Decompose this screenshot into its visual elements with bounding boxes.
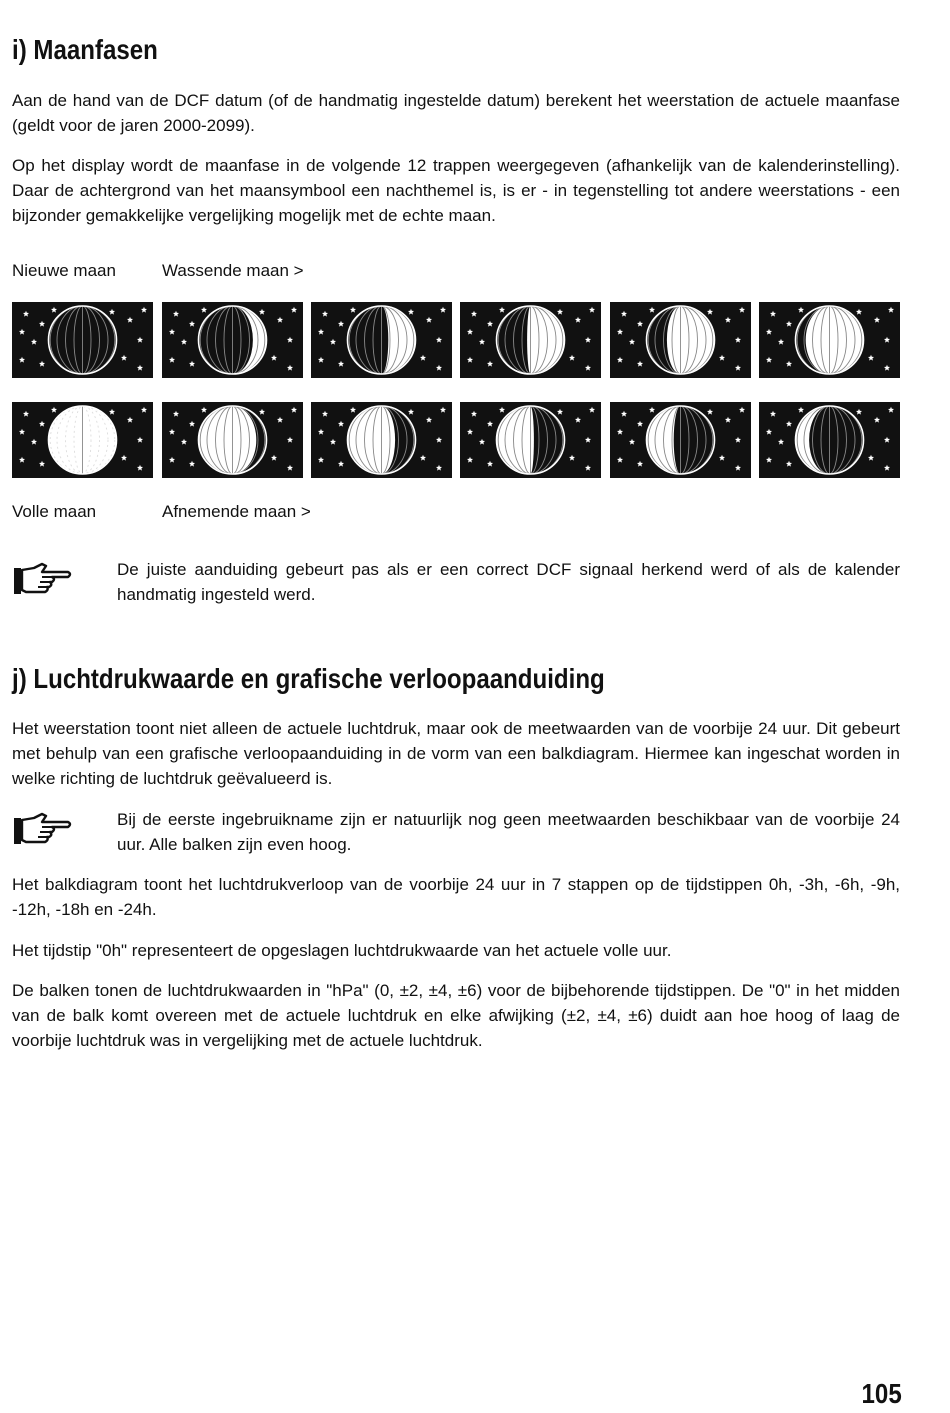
star-icon [318,329,324,335]
star-icon [471,411,477,417]
star-icon [479,339,485,345]
star-icon [291,407,297,413]
star-icon [487,421,493,427]
star-icon [420,355,426,361]
moon-phase-tile [460,302,601,378]
star-icon [589,307,595,313]
star-icon [121,455,127,461]
moon-phase-tile [311,402,452,478]
moon-phase-icon [460,302,601,378]
star-icon [884,465,890,471]
star-icon [888,307,894,313]
star-icon [649,307,655,313]
moon-phase-row-waning [12,402,900,478]
section-heading-maanfasen: i) Maanfasen [12,34,158,65]
star-icon [201,407,207,413]
star-icon [868,355,874,361]
star-icon [585,365,591,371]
star-icon [589,407,595,413]
star-icon [109,409,115,415]
star-icon [318,429,324,435]
star-icon [271,455,277,461]
star-icon [766,457,772,463]
star-icon [169,457,175,463]
star-icon [141,307,147,313]
star-icon [137,337,143,343]
star-icon [637,421,643,427]
star-icon [350,407,356,413]
star-icon [19,357,25,363]
star-icon [884,337,890,343]
star-icon [786,461,792,467]
star-icon [467,329,473,335]
star-icon [19,457,25,463]
moon-phase-icon [12,402,153,478]
star-icon [467,357,473,363]
star-icon [338,321,344,327]
star-icon [557,309,563,315]
moon-phase-tile [162,402,303,478]
pointing-hand-icon [12,560,74,600]
star-icon [629,439,635,445]
star-icon [169,329,175,335]
star-icon [189,361,195,367]
star-icon [287,465,293,471]
star-icon [874,317,880,323]
star-icon [856,409,862,415]
star-icon [888,407,894,413]
star-icon [617,457,623,463]
star-icon [181,439,187,445]
moon-phase-icon [311,302,452,378]
star-icon [575,317,581,323]
moon-phase-icon [610,402,751,478]
star-icon [277,317,283,323]
star-icon [291,307,297,313]
star-icon [735,465,741,471]
star-icon [569,455,575,461]
star-icon [874,417,880,423]
star-icon [121,355,127,361]
star-icon [39,321,45,327]
moon-phase-icon [610,302,751,378]
star-icon [109,309,115,315]
star-icon [499,307,505,313]
star-icon [318,457,324,463]
star-icon [330,339,336,345]
star-icon [557,409,563,415]
star-icon [189,421,195,427]
star-icon [189,461,195,467]
star-icon [39,361,45,367]
star-icon [322,311,328,317]
star-icon [637,461,643,467]
star-icon [617,357,623,363]
star-icon [19,429,25,435]
star-icon [621,411,627,417]
star-icon [770,411,776,417]
moon-phase-icon [162,402,303,478]
star-icon [141,407,147,413]
star-icon [778,339,784,345]
star-icon [436,437,442,443]
star-icon [318,357,324,363]
star-icon [856,309,862,315]
star-icon [137,465,143,471]
star-icon [884,437,890,443]
moon-phase-tile [460,402,601,478]
moon-phase-icon [460,402,601,478]
star-icon [137,365,143,371]
star-icon [436,337,442,343]
paragraph-balken-hpa: De balken tonen de luchtdrukwaarden in "hPa" (0, ±2, ±4, ±6) voor de bijbehorende tijdstippen. De "0" in het midden van de balk komt overeen met de actuele luchtdruk en elke afwijking (±2, ±4, ±6) duidt aan hoe hoog of laag de voorbije luchtdruk was in vergelijking met de actuele luchtdruk. [12,981,900,1050]
star-icon [766,357,772,363]
star-icon [725,417,731,423]
moon-phase-icon [12,302,153,378]
star-icon [707,409,713,415]
note-dcf-signaal: De juiste aanduiding gebeurt pas als er een correct DCF signaal herkend werd of als de kalender handmatig ingesteld werd. [117,560,900,604]
star-icon [440,407,446,413]
star-icon [31,439,37,445]
star-icon [51,307,57,313]
star-icon [201,307,207,313]
moon-phase-icon [311,402,452,478]
star-icon [637,361,643,367]
moon-phase-tile [12,402,153,478]
star-icon [479,439,485,445]
star-icon [884,365,890,371]
star-icon [467,429,473,435]
star-icon [585,337,591,343]
star-icon [277,417,283,423]
star-icon [189,321,195,327]
star-icon [585,465,591,471]
star-icon [426,417,432,423]
section-heading-luchtdruk: j) Luchtdrukwaarde en grafische verloopaanduiding [12,663,605,694]
star-icon [739,407,745,413]
star-icon [287,365,293,371]
star-icon [181,339,187,345]
moon-phase-tile [759,402,900,478]
moon-phase-icon [162,302,303,378]
label-afnemende-maan: Afnemende maan > [162,502,311,521]
moon-phase-tile [610,402,751,478]
star-icon [617,429,623,435]
star-icon [137,437,143,443]
star-icon [39,421,45,427]
star-icon [621,311,627,317]
star-icon [649,407,655,413]
star-icon [420,455,426,461]
moon-phase-row-waxing [12,302,900,378]
star-icon [471,311,477,317]
label-wassende-maan: Wassende maan > [162,261,304,280]
star-icon [487,461,493,467]
star-icon [786,321,792,327]
star-icon [23,311,29,317]
paragraph-display-maanfase: Op het display wordt de maanfase in de volgende 12 trappen weergegeven (afhankelijk van de kalenderinstelling). Daar de achtergrond van het maansymbool een nachthemel is, is er - in tegenstelling tot andere weerstations - een bijzonder gemakkelijke vergelijking mogelijk met de echte maan. [12,156,900,225]
moon-phase-tile [12,302,153,378]
star-icon [778,439,784,445]
star-icon [487,361,493,367]
star-icon [408,309,414,315]
paragraph-balkdiagram: Het balkdiagram toont het luchtdrukverloop van de voorbije 24 uur in 7 stappen op de tijdstippen 0h, -3h, -6h, -9h, -12h, -18h en -24h. [12,875,900,919]
star-icon [322,411,328,417]
star-icon [19,329,25,335]
star-icon [338,461,344,467]
star-icon [338,421,344,427]
star-icon [786,421,792,427]
star-icon [436,365,442,371]
moon-phase-tile [162,302,303,378]
star-icon [350,307,356,313]
star-icon [338,361,344,367]
star-icon [798,407,804,413]
star-icon [173,311,179,317]
star-icon [766,329,772,335]
paragraph-tijdstip-0h: Het tijdstip "0h" representeert de opgeslagen luchtdrukwaarde van het actuele volle uur. [12,941,672,960]
star-icon [23,411,29,417]
star-icon [169,429,175,435]
moon-phase-icon [759,302,900,378]
star-icon [719,355,725,361]
moon-phase-icon [759,402,900,478]
star-icon [259,409,265,415]
star-icon [436,465,442,471]
star-icon [169,357,175,363]
star-icon [725,317,731,323]
star-icon [487,321,493,327]
star-icon [735,365,741,371]
star-icon [426,317,432,323]
paragraph-dcf-datum: Aan de hand van de DCF datum (of de handmatig ingestelde datum) berekent het weerstation de actuele maanfase (geldt voor de jaren 2000-2099). [12,91,900,135]
star-icon [766,429,772,435]
star-icon [31,339,37,345]
label-nieuwe-maan: Nieuwe maan [12,261,116,280]
label-volle-maan: Volle maan [12,502,97,521]
moon-phase-tile [759,302,900,378]
star-icon [575,417,581,423]
star-icon [287,337,293,343]
star-icon [287,437,293,443]
star-icon [585,437,591,443]
star-icon [271,355,277,361]
star-icon [786,361,792,367]
star-icon [440,307,446,313]
moon-phase-tile [311,302,452,378]
star-icon [499,407,505,413]
page-number: 105 [861,1378,902,1409]
star-icon [127,417,133,423]
star-icon [617,329,623,335]
star-icon [735,337,741,343]
star-icon [739,307,745,313]
star-icon [467,457,473,463]
star-icon [735,437,741,443]
note-eerste-ingebruikname: Bij de eerste ingebruikname zijn er natuurlijk nog geen meetwaarden beschikbaar van de voorbije 24 uur. Alle balken zijn even hoog. [117,810,900,854]
moon-phase-tile [610,302,751,378]
star-icon [173,411,179,417]
star-icon [51,407,57,413]
star-icon [408,409,414,415]
star-icon [569,355,575,361]
star-icon [127,317,133,323]
star-icon [707,309,713,315]
star-icon [330,439,336,445]
star-icon [259,309,265,315]
star-icon [629,339,635,345]
pointing-hand-icon [12,810,74,850]
star-icon [637,321,643,327]
star-icon [798,307,804,313]
star-icon [719,455,725,461]
star-icon [770,311,776,317]
paragraph-luchtdruk-intro: Het weerstation toont niet alleen de actuele luchtdruk, maar ook de meetwaarden van de voorbije 24 uur. Dit gebeurt met behulp van een grafische verloopaanduiding in de vorm van een balkdiagram. Hiermee kan ingeschat worden in welke richting de luchtdruk geëvalueerd is. [12,719,900,788]
star-icon [868,455,874,461]
star-icon [39,461,45,467]
